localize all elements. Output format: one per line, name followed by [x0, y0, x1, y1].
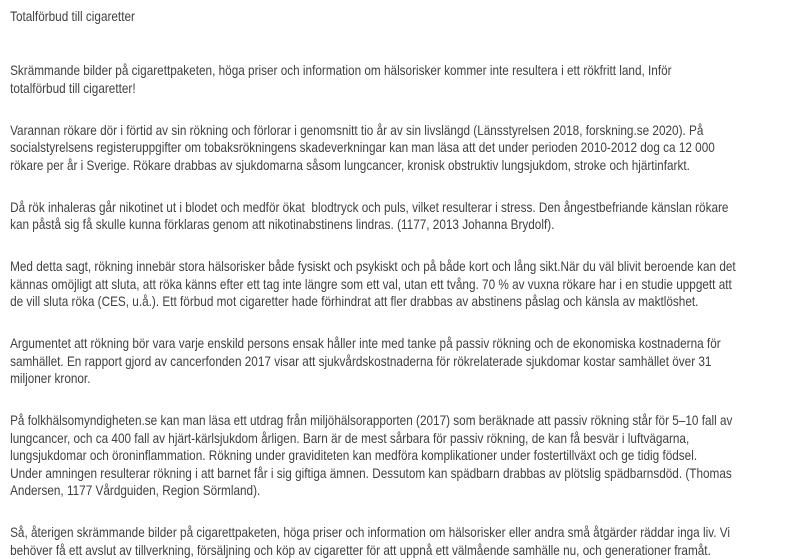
paragraph-passive-smoking	[10, 412, 800, 500]
paragraph-line: Så, återigen skrämmande bilder på cigarettpaketen, höga priser och information om hälsorisker eller andra små åtgärder räddar inga liv. Vi	[10, 524, 800, 542]
paragraph-line: kan påstå sig få skulle kunna förklaras genom att nikotinabstinens lindras. (1177, 2013 Johanna Brydolf).	[10, 216, 800, 234]
paragraph-line: Argumentet att rökning bör vara varje enskild persons ensak håller inte med tanke på passiv rökning och de ekonomiska kostnaderna för	[10, 335, 800, 353]
paragraph-line: På folkhälsomyndigheten.se kan man läsa ett utdrag från miljöhälsorapporten (2017) som beräknade att passiv rökning står för 5–10 fall av	[10, 412, 800, 430]
paragraph-line: Då rök inhaleras går nikotinet ut i blodet och medför ökat blodtryck och puls, vilket resulterar i stress. Den ångestbefriande känslan rökare	[10, 199, 800, 217]
paragraph-line: miljoner kronor.	[10, 370, 800, 388]
paragraph-line: rökare per år i Sverige. Rökare drabbas av sjukdomarna såsom lungcancer, kronisk obstruktiv lungsjukdom, stroke och hjärtinfarkt.	[10, 157, 800, 175]
paragraph-nicotine	[10, 199, 800, 234]
paragraph-health-risks	[10, 258, 800, 311]
paragraph-line: Med detta sagt, rökning innebär stora hälsorisker både fysiskt och psykiskt och på både kort och lång sikt.När du väl blivit beroende kan det	[10, 258, 800, 276]
paragraph-line: behöver få ett avslut av tillverkning, försäljning och köp av cigaretter för att uppnå ett välmående samhälle nu, och generationer framåt.	[10, 542, 800, 559]
paragraph-line: kännas omöjligt att sluta, att röka känns efter ett tag inte längre som ett val, utan ett tvång. 70 % av vuxna rökare har i en studie uppgett att	[10, 276, 800, 294]
paragraph-costs	[10, 335, 800, 388]
paragraph-line: lungsjukdomar och öroninflammation. Rökning under graviditeten kan medföra komplikationer under fostertillväxt och ge tidig födsel.	[10, 447, 800, 465]
paragraph-line: Skrämmande bilder på cigarettpaketen, höga priser och information om hälsorisker kommer inte resultera i ett rökfritt land, Inför	[10, 62, 800, 80]
paragraph-statistics	[10, 122, 800, 175]
paragraph-conclusion	[10, 524, 800, 559]
document-title: Totalförbud till cigaretter	[10, 8, 800, 26]
paragraph-intro	[10, 62, 800, 97]
paragraph-line: samhället. En rapport gjord av cancerfonden 2017 visar att sjukvårdskostnaderna för rökrelaterade sjukdomar kostar samhället över 31	[10, 353, 800, 371]
paragraph-line: socialstyrelsens registeruppgifter om tobaksrökningens skadeverkningar kan man läsa att det under perioden 2010-2012 dog ca 12 000	[10, 139, 800, 157]
paragraph-line: lungcancer, och ca 400 fall av hjärt-kärlsjukdom årligen. Barn är de mest sårbara för passiv rökning, de kan få besvär i luftvägarna,	[10, 430, 800, 448]
paragraph-line: Varannan rökare dör i förtid av sin rökning och förlorar i genomsnitt tio år av sin livslängd (Länsstyrelsen 2018, forskning.se 2020). På	[10, 122, 800, 140]
paragraph-line: Andersen, 1177 Vårdguiden, Region Sörmland).	[10, 482, 800, 500]
paragraph-line: Under amningen resulterar rökning i att barnet får i sig giftiga ämnen. Dessutom kan spädbarn drabbas av plötslig spädbarnsdöd. (Thomas	[10, 465, 800, 483]
paragraph-line: totalförbud till cigaretter!	[10, 80, 800, 98]
paragraph-line: de vill sluta röka (CES, u.å.). Ett förbud mot cigaretter hade förhindrat att fler drabbas av abstinens påslag och känsla av maktlöshet.	[10, 293, 800, 311]
